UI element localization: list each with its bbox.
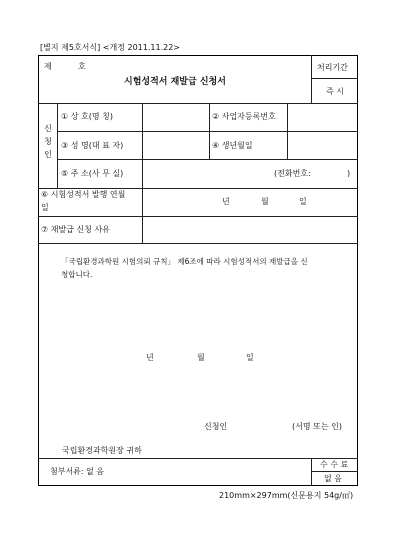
attachments: 첨부서류: 없 음 (50, 467, 105, 476)
form-title: 시험성적서 재발급 신청서 (124, 77, 226, 87)
signature-label[interactable]: (서명 또는 인) (292, 422, 342, 431)
issue-date-label-cont: 일 (41, 203, 49, 212)
applicant-sign-label: 신청인 (204, 422, 228, 431)
issue-date-label: ⑥ 시험성적서 발행 연월 (41, 190, 126, 199)
phone-label: (전화번호: (274, 169, 311, 178)
representative-name-input[interactable] (143, 132, 208, 158)
number-label: 제 (44, 62, 52, 71)
recipient: 국립환경과학원장 귀하 (62, 446, 142, 455)
paper-size: 210mm×297mm(신문용지 54g/㎡) (219, 491, 354, 500)
statement-line-1: 「국립환경과학원 시험의뢰 규칙」 제6조에 따라 시험성적서의 재발급을 신 (61, 257, 308, 266)
business-number-label: ② 사업자등록번호 (212, 112, 276, 121)
trade-name-label: ① 상 호(명 칭) (61, 112, 113, 121)
issue-day[interactable]: 일 (299, 197, 307, 206)
reason-label: ⑦ 재발급 신청 사유 (41, 225, 110, 234)
application-month[interactable]: 월 (197, 353, 205, 362)
number-suffix: 호 (78, 62, 86, 71)
issue-month[interactable]: 월 (261, 197, 269, 206)
application-day[interactable]: 일 (246, 353, 254, 362)
form-number: [별지 제5호서식] <개정 2011.11.22> (40, 43, 180, 52)
phone-close: ) (347, 169, 351, 178)
fee-label: 수 수 료 (320, 460, 349, 469)
application-year[interactable]: 년 (146, 353, 154, 362)
statement-line-2: 청합니다. (61, 270, 93, 279)
processing-period-value: 즉 시 (326, 87, 344, 96)
issue-year[interactable]: 년 (222, 197, 230, 206)
reason-input[interactable] (143, 217, 356, 242)
representative-name-label: ③ 성 명(대 표 자) (61, 141, 124, 150)
birth-date-input[interactable] (288, 132, 356, 158)
birth-date-label: ④ 생년월일 (212, 141, 253, 150)
processing-period-label: 처리기간 (317, 63, 348, 72)
fee-value: 없 음 (324, 474, 342, 483)
business-number-input[interactable] (288, 104, 356, 130)
address-label: ⑤ 주 소(사 무 실) (61, 169, 124, 178)
applicant-section-label: 신청인 (44, 124, 52, 159)
address-input[interactable] (143, 160, 273, 187)
trade-name-input[interactable] (143, 104, 208, 130)
